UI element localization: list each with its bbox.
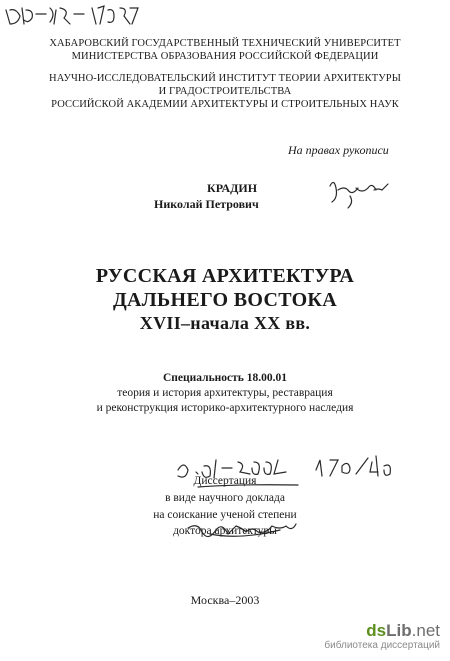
dissertation-field: доктора архитектуры — [173, 525, 277, 537]
place-year: Москва–2003 — [190, 593, 260, 607]
university-name: ХАБАРОВСКИЙ ГОСУДАРСТВЕННЫЙ ТЕХНИЧЕСКИЙ УНИВЕРСИТЕТ — [49, 38, 401, 49]
specialty-line-2: теория и история архитектуры, реставрация — [117, 387, 333, 399]
dslib-watermark[interactable] — [324, 622, 440, 651]
author-signature — [330, 182, 388, 208]
dslib-logo — [324, 622, 440, 639]
title-line-2: ДАЛЬНЕГО ВОСТОКА — [113, 289, 337, 311]
title-line-1: РУССКАЯ АРХИТЕКТУРА — [95, 265, 355, 287]
institute-line-2: И ГРАДОСТРОИТЕЛЬСТВА — [158, 86, 292, 97]
logo-ds-part: ds — [366, 621, 387, 640]
logo-subtitle: библиотека диссертаций — [324, 640, 440, 651]
dissertation-type: Диссертация — [193, 475, 257, 487]
dissertation-form: в виде научного доклада — [165, 492, 285, 504]
manuscript-note: На правах рукописи — [288, 143, 389, 157]
title-line-3: XVII–начала XX вв. — [139, 313, 311, 333]
institute-line-1: НАУЧНО-ИССЛЕДОВАТЕЛЬСКИЙ ИНСТИТУТ ТЕОРИИ АРХИТЕКТУРЫ — [49, 73, 401, 84]
author-name: Николай Петрович — [154, 197, 259, 211]
logo-net-part: .net — [411, 621, 440, 640]
ministry-name: МИНИСТЕРСТВА ОБРАЗОВАНИЯ РОССИЙСКОЙ ФЕДЕРАЦИИ — [71, 51, 379, 62]
dissertation-degree: на соискание ученой степени — [153, 509, 297, 521]
institute-line-3: РОССИЙСКОЙ АКАДЕМИИ АРХИТЕКТУРЫ И СТРОИТЕЛЬНЫХ НАУК — [51, 99, 399, 110]
author-surname: КРАДИН — [207, 181, 258, 195]
specialty-line-3: и реконструкция историко-архитектурного наследия — [96, 402, 354, 414]
logo-lib-part: Lib — [386, 621, 412, 640]
specialty-code: Специальность 18.00.01 — [162, 372, 287, 384]
